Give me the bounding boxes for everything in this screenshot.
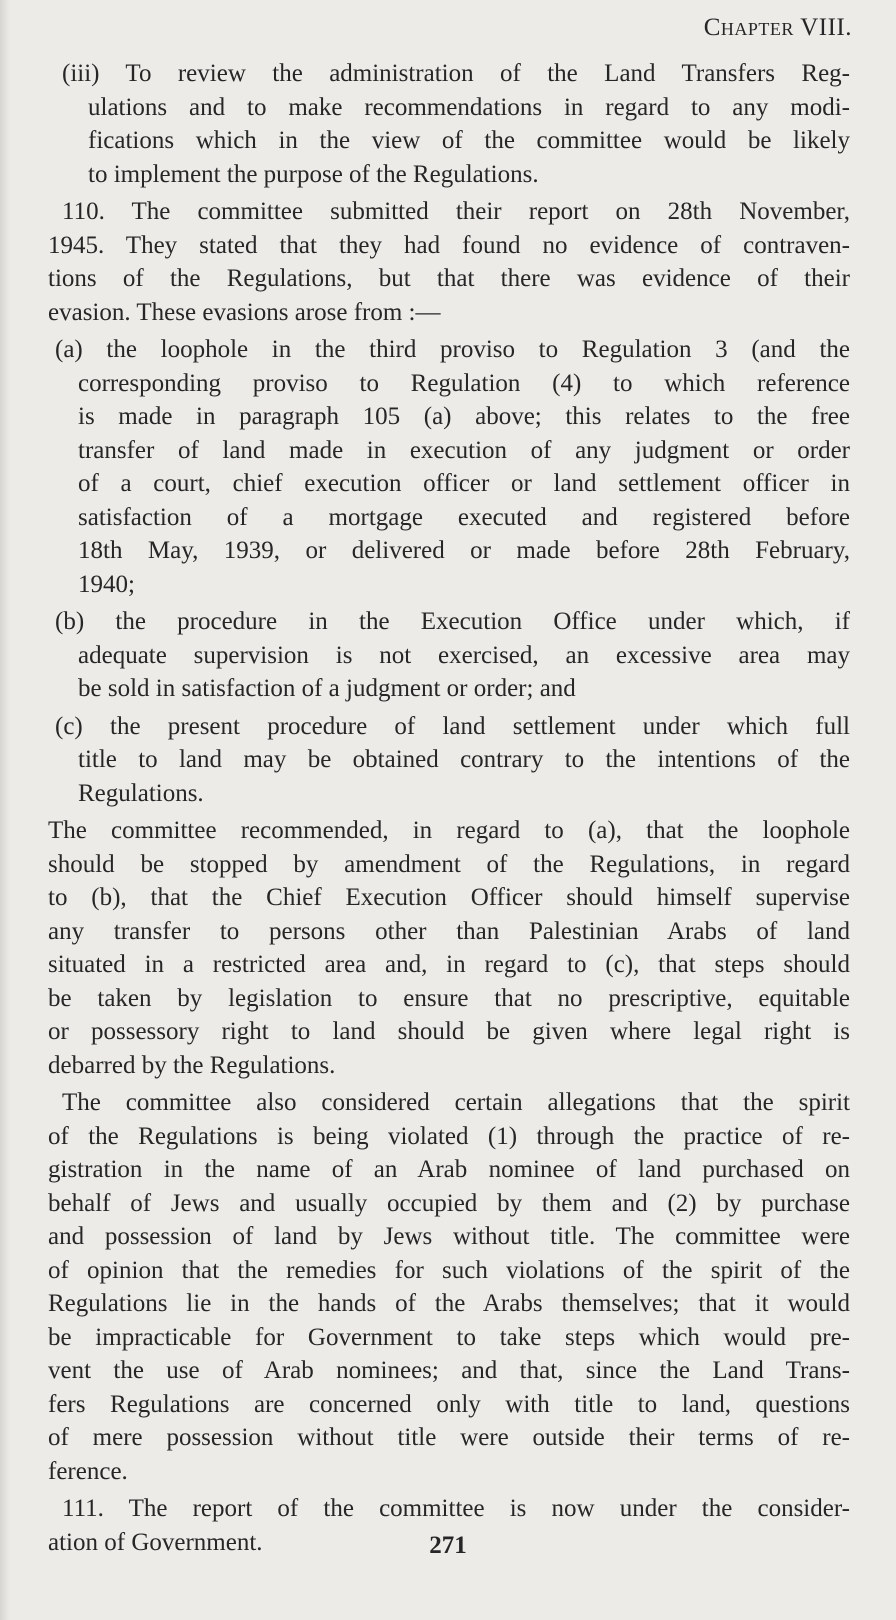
text-line — [48, 1287, 850, 1321]
paragraph — [48, 195, 850, 329]
text-line-content: is made in paragraph 105 (a) above; this relates to the free — [78, 403, 850, 430]
text-line-content: 1945. They stated that they had found no evidence of contraven- — [48, 231, 850, 259]
text-line — [48, 400, 850, 434]
text-line-content: be impracticable for Government to take steps which would pre- — [48, 1323, 850, 1351]
text-line-content: or possessory right to land should be given where legal right is — [48, 1018, 850, 1045]
text-line-content: situated in a restricted area and, in regard to (c), that steps should — [48, 951, 850, 978]
text-line-content: Regulations. — [78, 779, 204, 807]
text-line-content: title to land may be obtained contrary to the intentions of the — [78, 746, 850, 773]
text-line — [48, 1015, 850, 1049]
text-line — [48, 1321, 850, 1355]
text-line-content: The committee also considered certain allegations that the spirit — [62, 1089, 850, 1116]
text-line — [48, 743, 850, 777]
text-line-content: of a court, chief execution officer or land settlement officer in — [78, 470, 850, 497]
text-line — [48, 1254, 850, 1288]
paragraph — [48, 814, 850, 1082]
text-line-content: be sold in satisfaction of a judgment or order; and — [78, 675, 576, 702]
text-line — [48, 1492, 850, 1526]
text-line-content: (iii) To review the administration of the Land Transfers Reg- — [62, 60, 850, 87]
text-line-content: should be stopped by amendment of the Regulations, in regard — [48, 850, 850, 878]
text-line-content: fications which in the view of the committee would be likely — [88, 127, 850, 154]
text-line-content: debarred by the Regulations. — [48, 1051, 336, 1079]
text-line-content: ference. — [48, 1457, 128, 1485]
text-line — [48, 777, 850, 811]
text-line-content: ulations and to make recommendations in regard to any modi- — [88, 93, 850, 121]
paragraph — [48, 605, 850, 706]
text-line — [48, 434, 850, 468]
text-line — [48, 91, 850, 125]
text-line-content: vent the use of Arab nominees; and that, since the Land Trans- — [48, 1357, 850, 1384]
text-line — [48, 534, 850, 568]
text-line-content: to (b), that the Chief Execution Officer should himself supervise — [48, 884, 850, 911]
text-line-content: be taken by legislation to ensure that no prescriptive, equitable — [48, 984, 850, 1012]
text-line — [48, 915, 850, 949]
text-line — [48, 881, 850, 915]
text-line — [48, 57, 850, 91]
text-line — [48, 1220, 850, 1254]
text-line-content: corresponding proviso to Regulation (4) to which reference — [78, 369, 850, 397]
text-line-content: tions of the Regulations, but that there was evidence of their — [48, 265, 850, 292]
text-line-content: of mere possession without title were outside their terms of re- — [48, 1424, 850, 1451]
text-line — [48, 568, 850, 602]
text-line — [48, 710, 850, 744]
text-line-content: to implement the purpose of the Regulations. — [88, 160, 539, 188]
text-line-content: 18th May, 1939, or delivered or made before 28th February, — [78, 537, 850, 564]
text-line — [48, 296, 850, 330]
text-line — [48, 1049, 850, 1083]
page-number: 271 — [429, 1532, 467, 1559]
text-line — [48, 158, 850, 192]
text-line-content: Regulations lie in the hands of the Arabs themselves; that it would — [48, 1290, 850, 1317]
text-line-content: fers Regulations are concerned only with title to land, questions — [48, 1390, 850, 1418]
text-line-content: (b) the procedure in the Execution Office under which, if — [55, 608, 850, 635]
page-gutter-shadow — [0, 0, 10, 1620]
text-line-content: ation of Government. — [48, 1528, 263, 1556]
text-line — [48, 1187, 850, 1221]
text-line — [48, 262, 850, 296]
text-line — [48, 124, 850, 158]
text-line-content: (c) the present procedure of land settlement under which full — [55, 712, 850, 740]
text-line — [48, 367, 850, 401]
text-line — [48, 1421, 850, 1455]
text-line — [48, 672, 850, 706]
text-line — [48, 195, 850, 229]
text-line-content: The committee recommended, in regard to (a), that the loophole — [48, 817, 850, 844]
text-line — [48, 982, 850, 1016]
text-line — [48, 229, 850, 263]
text-line — [48, 605, 850, 639]
text-line-content: satisfaction of a mortgage executed and registered before — [78, 503, 850, 531]
text-line-content: of opinion that the remedies for such violations of the spirit of the — [48, 1256, 850, 1284]
text-line — [48, 1354, 850, 1388]
text-line-content: 110. The committee submitted their report on 28th November, — [62, 198, 850, 225]
text-line — [48, 467, 850, 501]
text-line-content: gistration in the name of an Arab nominee of land purchased on — [48, 1156, 850, 1183]
text-line — [48, 814, 850, 848]
text-line — [48, 848, 850, 882]
chapter-header: Chapter VIII. — [703, 14, 852, 41]
paragraph — [48, 1086, 850, 1488]
text-line — [48, 1388, 850, 1422]
text-line-content: adequate supervision is not exercised, an excessive area may — [78, 641, 850, 669]
text-line — [48, 1455, 850, 1489]
text-line-content: transfer of land made in execution of any judgment or order — [78, 436, 850, 464]
text-line-content: 111. The report of the committee is now under the consider- — [62, 1495, 850, 1522]
paragraph — [48, 333, 850, 601]
page-body — [48, 53, 850, 1559]
text-line-content: of the Regulations is being violated (1) through the practice of re- — [48, 1122, 850, 1150]
text-line — [48, 948, 850, 982]
text-line-content: (a) the loophole in the third proviso to Regulation 3 (and the — [55, 336, 850, 363]
paragraph — [48, 710, 850, 811]
text-line — [48, 639, 850, 673]
paragraph — [48, 57, 850, 191]
text-line — [48, 333, 850, 367]
text-line-content: and possession of land by Jews without title. The committee were — [48, 1223, 850, 1250]
text-line-content: evasion. These evasions arose from :— — [48, 298, 441, 326]
text-line-content: any transfer to persons other than Palestinian Arabs of land — [48, 917, 850, 945]
text-line — [48, 1153, 850, 1187]
text-line — [48, 1086, 850, 1120]
text-line-content: behalf of Jews and usually occupied by them and (2) by purchase — [48, 1189, 850, 1217]
text-line — [48, 1120, 850, 1154]
text-line — [48, 501, 850, 535]
text-line-content: 1940; — [78, 570, 135, 598]
